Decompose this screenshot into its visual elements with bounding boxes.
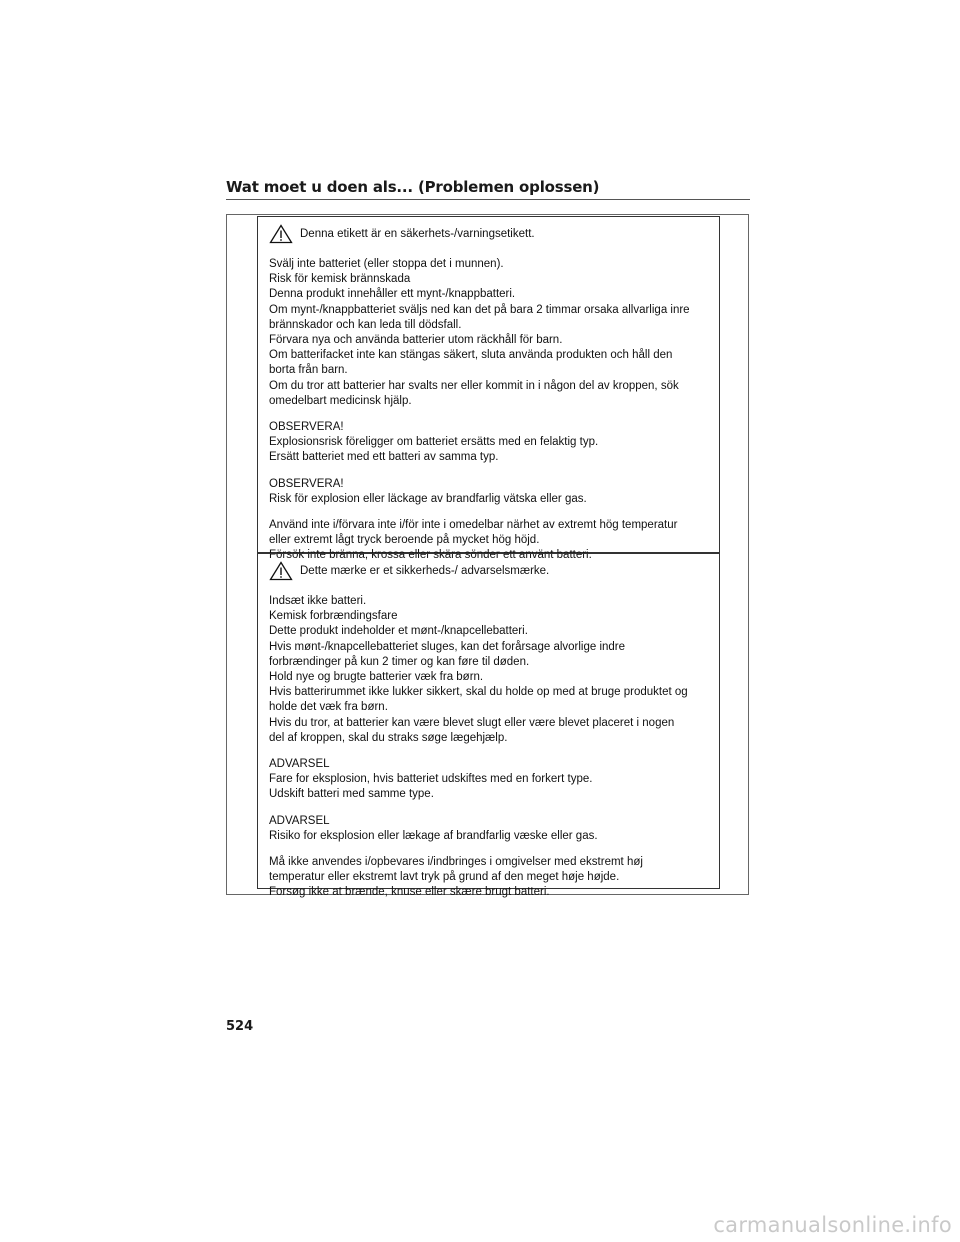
label-text-line: Om batterifacket inte kan stängas säkert, sluta använda produkten och håll den <box>269 349 673 362</box>
label-text-line: Dette produkt indeholder et mønt-/knapcellebatteri. <box>269 625 528 638</box>
label-text-line: Forsøg ikke at brænde, knuse eller skære brugt batteri. <box>269 886 550 899</box>
label-text-line: Förvara nya och använda batterier utom räckhåll för barn. <box>269 334 563 347</box>
label-text-line: OBSERVERA! <box>269 421 344 434</box>
label-text-line: Risk för kemisk brännskada <box>269 273 411 286</box>
label-text-line: del af kroppen, skal du straks søge lægehjælp. <box>269 731 508 744</box>
label-text-line: Om du tror att batterier har svalts ner eller kommit in i någon del av kroppen, sök <box>269 379 679 392</box>
label-paragraph <box>269 420 709 466</box>
label-text-line: Må ikke anvendes i/opbevares i/indbringes i omgivelser med ekstremt høj <box>269 856 643 869</box>
label-text-line: Hvis du tror, at batterier kan være blevet slugt eller være blevet placeret i nogen <box>269 716 675 729</box>
label-text-line: Ersätt batteriet med ett batteri av samma typ. <box>269 451 499 464</box>
label-paragraph <box>269 594 709 746</box>
label-text-line: Hvis batterirummet ikke lukker sikkert, skal du holde op med at bruge produktet og <box>269 686 688 699</box>
label-text-line: forbrændinger på kun 2 timer og kan føre til døden. <box>269 655 530 668</box>
label-text-line: Risiko for eksplosion eller lækage af brandfarlig væske eller gas. <box>269 829 598 842</box>
label-text-line: Risk för explosion eller läckage av brandfarlig vätska eller gas. <box>269 492 587 505</box>
page-title: Wat moet u doen als... (Problemen oplossen) <box>226 178 600 196</box>
label-paragraph <box>269 757 709 803</box>
swedish-warning-title: Denna etikett är en säkerhets-/varningsetikett. <box>300 228 535 240</box>
label-text-line: Svälj inte batteriet (eller stoppa det i munnen). <box>269 258 504 270</box>
label-text-line: omedelbart medicinsk hjälp. <box>269 394 412 407</box>
label-text-line: Udskift batteri med samme type. <box>269 788 434 801</box>
title-divider <box>226 199 750 200</box>
danish-warning-body <box>269 594 709 901</box>
label-paragraph <box>269 855 709 901</box>
label-text-line: ADVARSEL <box>269 758 330 771</box>
page-number: 524 <box>226 1019 254 1034</box>
label-text-line: eller extremt lågt tryck beroende på mycket hög höjd. <box>269 534 540 547</box>
label-text-line: Om mynt-/knappbatteriet sväljs ned kan det på bara 2 timmar orsaka allvarliga inre <box>269 303 690 316</box>
swedish-warning-label <box>257 216 720 562</box>
label-text-line: borta från barn. <box>269 364 348 377</box>
warning-triangle-icon <box>269 224 293 244</box>
swedish-warning-header <box>269 223 709 245</box>
label-text-line: Denna produkt innehåller ett mynt-/knappbatteri. <box>269 288 516 301</box>
swedish-warning-body <box>269 257 709 564</box>
label-text-line: Använd inte i/förvara inte i/för inte i omedelbar närhet av extremt hög temperatur <box>269 519 678 532</box>
label-text-line: holde det væk fra børn. <box>269 701 388 714</box>
label-text-line: Hvis mønt-/knapcellebatteriet sluges, kan det forårsage alvorlige indre <box>269 640 626 653</box>
label-text-line: brännskador och kan leda till dödsfall. <box>269 318 462 331</box>
label-text-line: ADVARSEL <box>269 814 330 827</box>
warning-triangle-icon <box>269 561 293 581</box>
watermark: carmanualsonline.info <box>713 1213 952 1237</box>
label-paragraph <box>269 477 709 507</box>
label-text-line: Indsæt ikke batteri. <box>269 595 367 607</box>
danish-warning-header <box>269 560 709 582</box>
label-text-line: temperatur eller ekstremt lavt tryk på grund af den meget høje højde. <box>269 871 620 884</box>
label-text-line: Försök inte bränna, krossa eller skära sönder ett använt batteri. <box>269 549 592 562</box>
danish-warning-title: Dette mærke er et sikkerheds-/ advarselsmærke. <box>300 565 550 577</box>
label-text-line: Kemisk forbrændingsfare <box>269 610 398 623</box>
label-text-line: Explosionsrisk föreligger om batteriet ersätts med en felaktig typ. <box>269 436 599 449</box>
label-paragraph <box>269 257 709 409</box>
label-text-line: Fare for eksplosion, hvis batteriet udskiftes med en forkert type. <box>269 773 593 786</box>
label-paragraph <box>269 814 709 844</box>
label-text-line: Hold nye og brugte batterier væk fra børn. <box>269 671 484 684</box>
label-text-line: OBSERVERA! <box>269 477 344 490</box>
danish-warning-label <box>257 553 720 899</box>
